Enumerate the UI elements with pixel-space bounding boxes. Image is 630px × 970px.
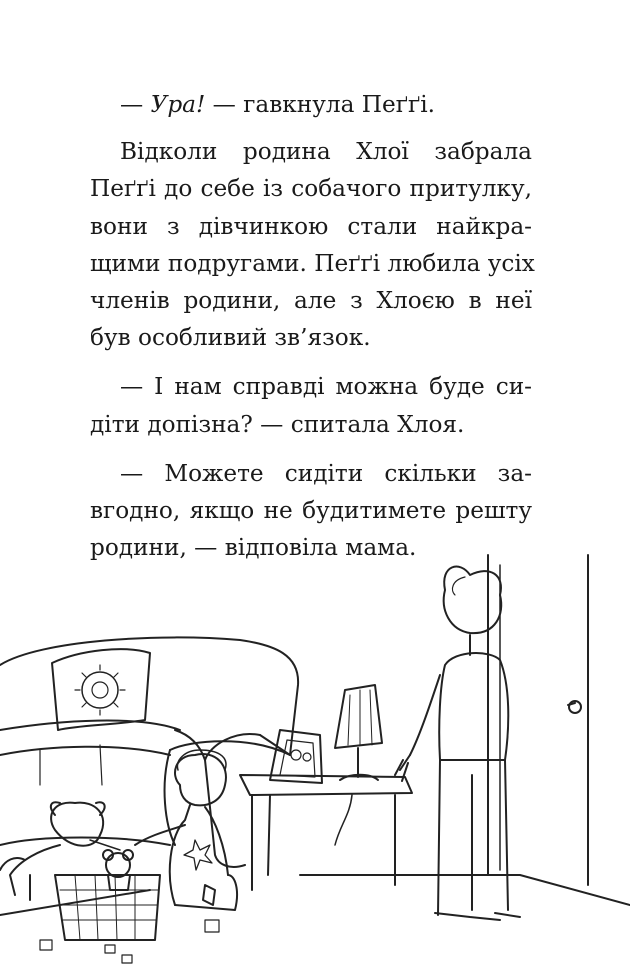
text-line: вгодно, якщо не будитимете решту [90, 497, 532, 525]
dialogue-tag: — гавкнула Пеґґі. [205, 91, 436, 118]
paragraph-narration [90, 133, 535, 356]
text-line: членів родини, але з Хлоєю в неї [90, 287, 532, 315]
door [488, 555, 588, 885]
text-line: — І нам справді можна буде си- [120, 373, 532, 401]
mom-figure [395, 567, 520, 920]
text-line: родини, — відповіла мама. [90, 534, 417, 562]
text-line [120, 86, 532, 123]
dog-figure [0, 802, 120, 900]
text-line: був особливий зв’язок. [90, 324, 371, 352]
text-line: щими подругами. Пеґґі любила усіх [90, 249, 535, 277]
toy-basket [55, 875, 160, 940]
table-lamp [335, 685, 382, 780]
toy-block [205, 920, 219, 932]
exclamation-hooray: Ура! [150, 91, 206, 118]
paragraph-dialogue-question [90, 368, 532, 442]
text-line: Відколи родина Хлої забрала [120, 138, 532, 166]
floor-line [0, 875, 630, 915]
teddy-bear [103, 850, 133, 890]
paragraph-dialogue-hooray [120, 86, 532, 123]
side-table [240, 775, 412, 890]
text-line: — Можете сидіти скільки за- [120, 459, 532, 487]
cushion [52, 649, 150, 730]
living-room-illustration [0, 545, 630, 970]
toy-block [40, 940, 52, 950]
child-figure [135, 750, 237, 910]
text-line: діти допізна? — спитала Хлоя. [90, 410, 465, 438]
page-text [90, 86, 535, 578]
dash: — [120, 91, 151, 118]
toy-block [105, 945, 115, 953]
text-line: Пеґґі до себе із собачого притулку, [90, 175, 532, 203]
toy-block [122, 955, 132, 963]
text-line: вони з дівчинкою стали найкра- [90, 212, 532, 240]
